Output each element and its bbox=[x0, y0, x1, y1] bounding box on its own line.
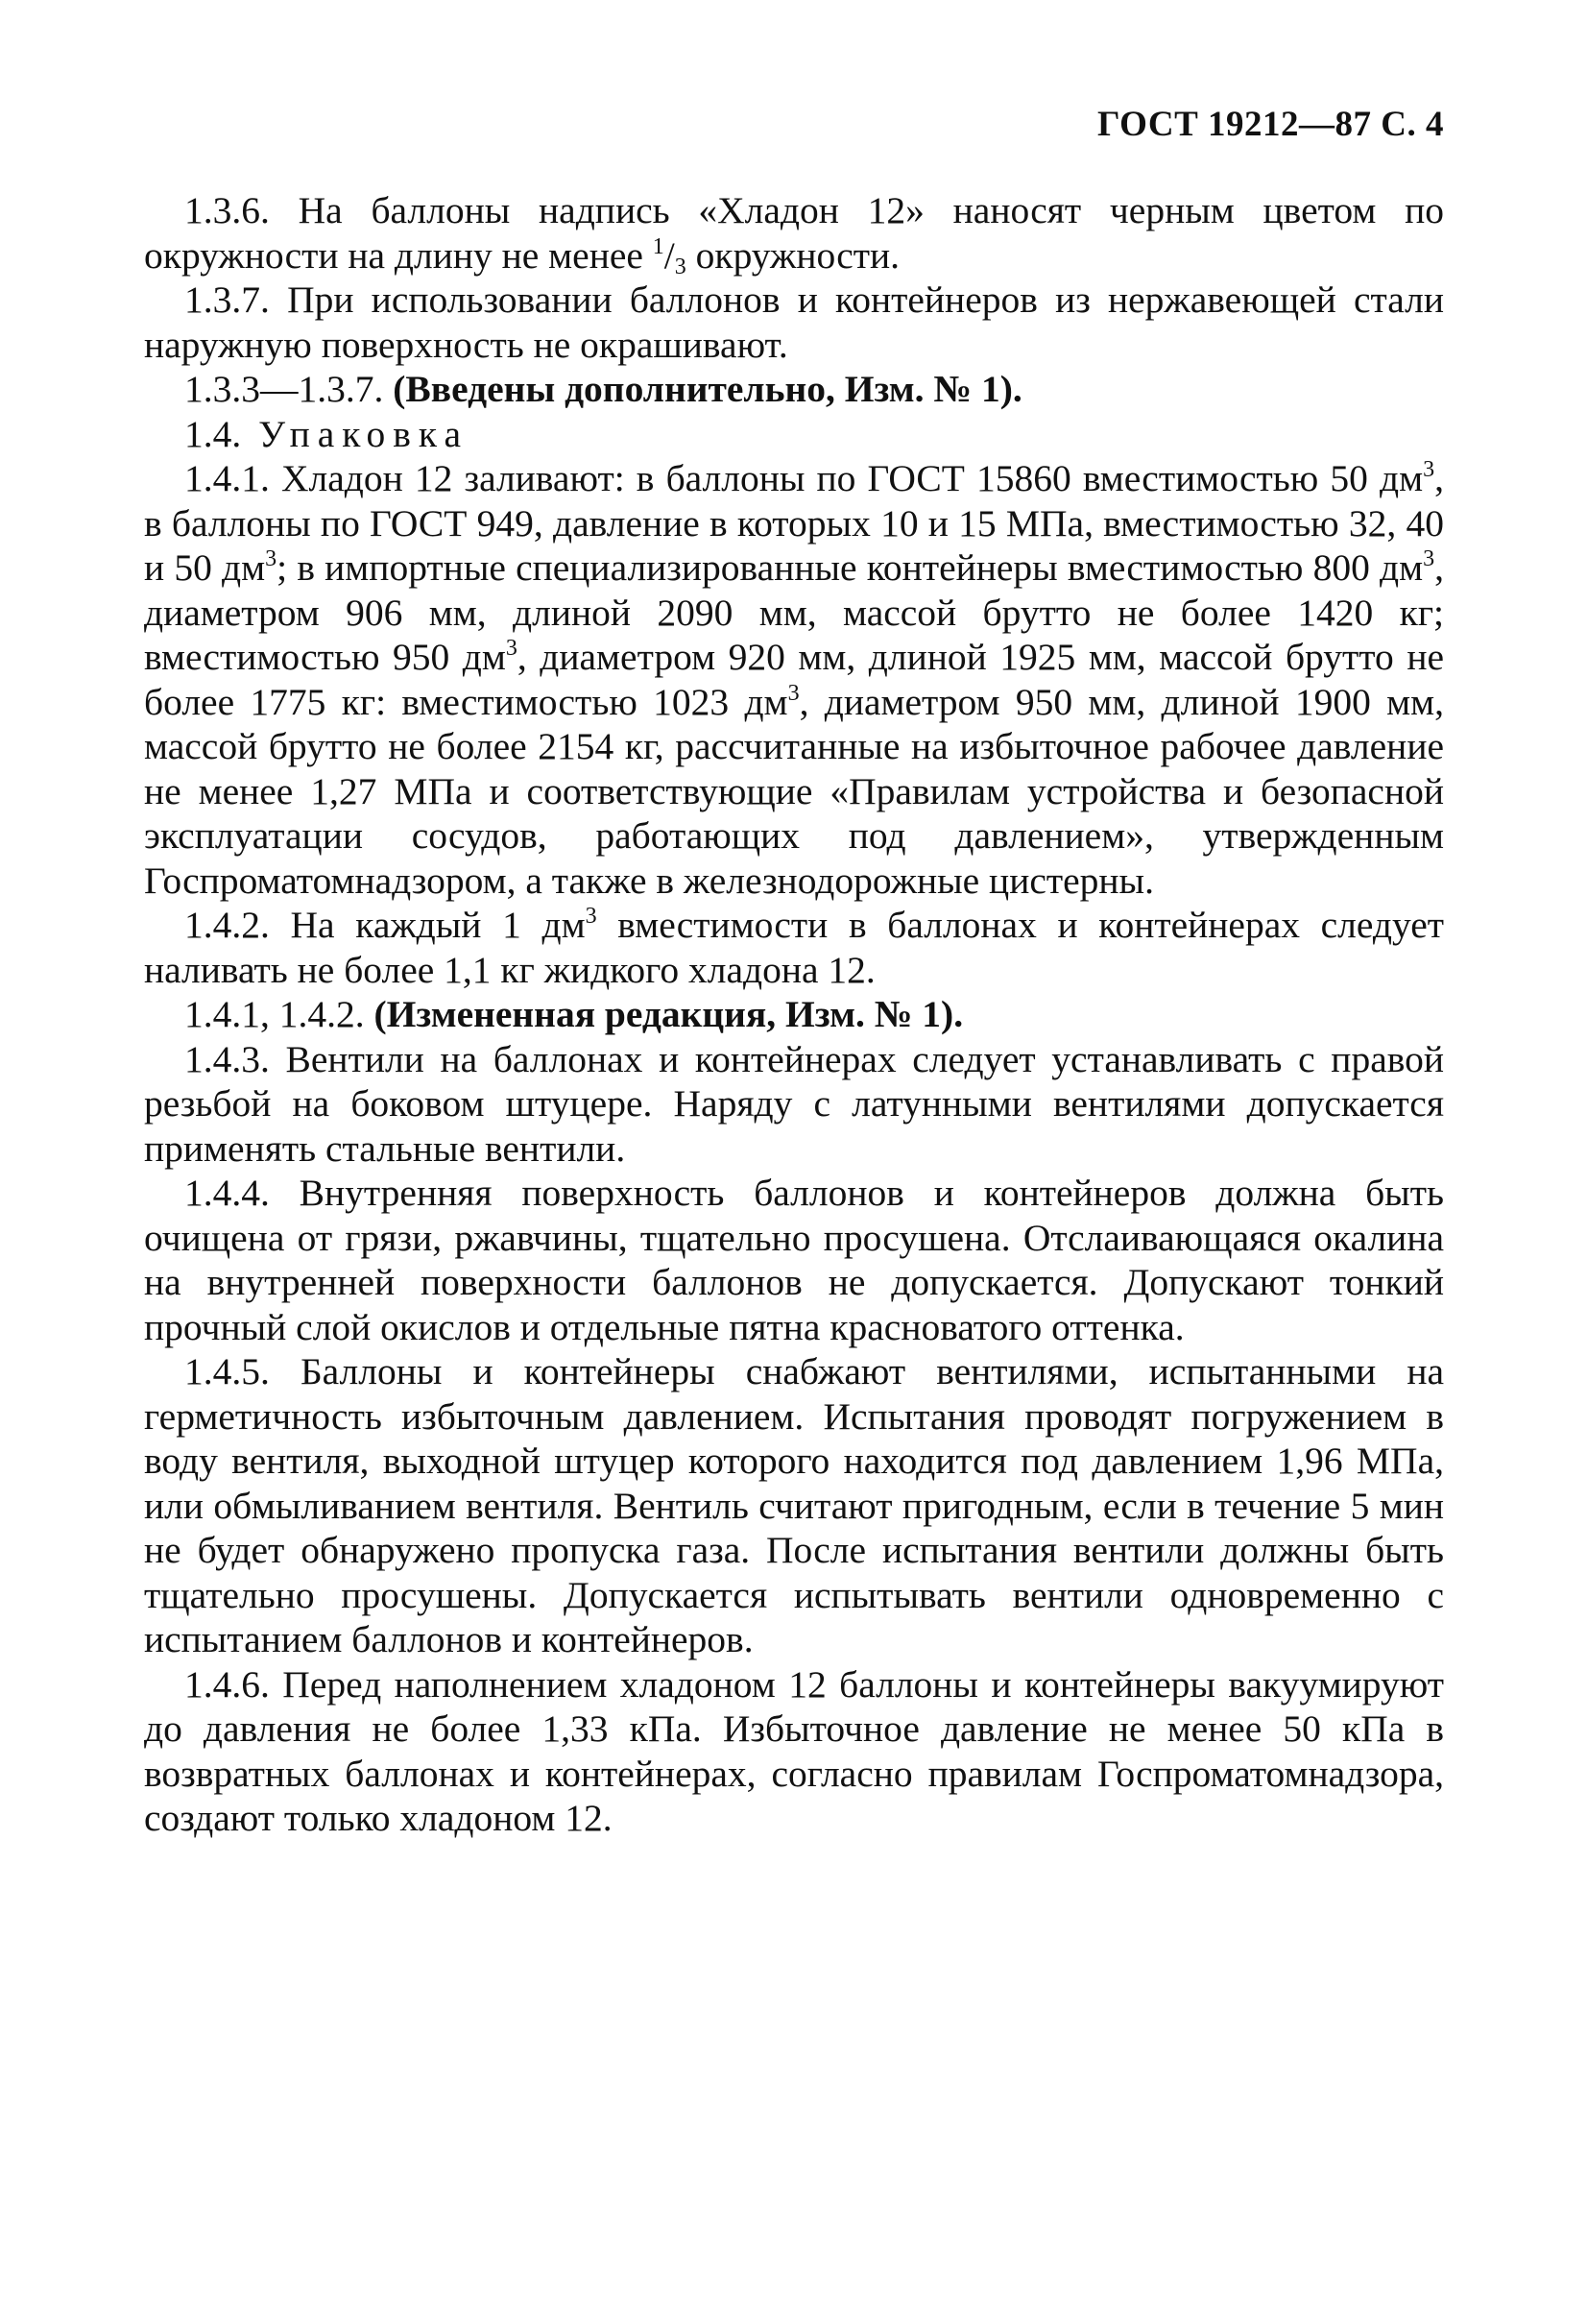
document-body bbox=[144, 188, 1444, 1841]
paragraph-1-3-6 bbox=[144, 188, 1444, 278]
page-header: ГОСТ 19212—87 С. 4 bbox=[1097, 105, 1444, 144]
paragraph-1-4-6 bbox=[144, 1662, 1444, 1841]
clause-number: 1.4.5. bbox=[184, 1350, 270, 1392]
paragraph-1-4-2 bbox=[144, 903, 1444, 992]
amendment-note-2 bbox=[144, 992, 1444, 1037]
clause-text-part: , в баллоны по ГОСТ 949, давление в которых 10 и 15 МПа, вместимостью 32, 40 и 50 дм bbox=[144, 457, 1444, 589]
clause-text: На баллоны надпись «Хладон 12» наносят черным цветом по окружности на длину не менее bbox=[144, 189, 1444, 277]
clause-text: Баллоны и контейнеры снабжают вентилями, испытанными на герметичность избыточным давлением. Испытания проводят погружением в воду вентиля, выходной штуцер которого находится под давлением 1,96 МПа, или обмыливанием вентиля. Вентиль считают пригодным, если в течение 5 мин не будет обнаружено пропуска газа. После испытания вентили должны быть тщательно просушены. Допускается испытывать вентили одновременно с испытанием баллонов и контейнеров. bbox=[144, 1350, 1444, 1660]
clause-number: 1.3.7. bbox=[184, 278, 270, 321]
amendment-text: (Введены дополнительно, Изм. № 1). bbox=[383, 368, 1022, 410]
clause-text-part: вместимости в баллонах и контейнерах следует наливать не более 1,1 кг жидкого хладона 12. bbox=[144, 904, 1445, 991]
superscript-3: 3 bbox=[585, 904, 597, 929]
clause-text-part: Хладон 12 заливают: в баллоны по ГОСТ 15860 вместимостью 50 дм bbox=[269, 457, 1424, 499]
clause-text: Вентили на баллонах и контейнерах следует устанавливать с правой резьбой на боковом штуцере. Наряду с латунными вентилями допускается применять стальные вентили. bbox=[144, 1037, 1444, 1170]
clause-number: 1.4.2. bbox=[184, 904, 270, 946]
fraction-denominator: 3 bbox=[674, 254, 686, 279]
clause-text-part: , диаметром 906 мм, длиной 2090 мм, массой брутто не более 1420 кг; вместимостью 950 дм bbox=[144, 546, 1445, 678]
paragraph-1-3-7 bbox=[144, 278, 1444, 367]
fraction-slash: / bbox=[663, 233, 675, 277]
clause-text-end: окружности. bbox=[685, 233, 901, 277]
section-number: 1.4. bbox=[184, 412, 242, 455]
clause-text-part: , диаметром 920 мм, длиной 1925 мм, массой брутто не более 1775 кг: вместимостью 1023 дм bbox=[144, 636, 1444, 723]
clause-number: 1.3.6. bbox=[184, 189, 270, 231]
paragraph-1-4-3 bbox=[144, 1037, 1444, 1172]
superscript-3: 3 bbox=[1423, 457, 1435, 482]
amendment-text: (Измененная редакция, Изм. № 1). bbox=[364, 993, 964, 1035]
paragraph-1-4-4 bbox=[144, 1171, 1444, 1349]
amendment-note-1 bbox=[144, 367, 1444, 412]
clause-number: 1.4.3. bbox=[184, 1037, 270, 1080]
superscript-3: 3 bbox=[1423, 546, 1435, 571]
clause-text: Внутренняя поверхность баллонов и контейнеров должна быть очищена от грязи, ржавчины, тщательно просушена. Отслаивающаяся окалина на внутренней поверхности баллонов не допускается. Допускают тонкий прочный слой окислов и отдельные пятна красноватого оттенка. bbox=[144, 1172, 1444, 1348]
fraction-numerator: 1 bbox=[652, 233, 664, 259]
clause-number: 1.4.4. bbox=[184, 1172, 270, 1214]
clause-text: Перед наполнением хладоном 12 баллоны и контейнеры вакуумируют до давления не более 1,33 кПа. Избыточное давление не менее 50 кПа в возвратных баллонах и контейнерах, согласно правилам Госпроматомнадзора, создают только хладоном 12. bbox=[144, 1662, 1444, 1839]
superscript-3: 3 bbox=[265, 546, 277, 571]
section-title: Упаковка bbox=[241, 412, 469, 455]
clause-number: 1.4.6. bbox=[184, 1662, 270, 1706]
paragraph-1-4-1 bbox=[144, 456, 1444, 903]
clause-number: 1.4.1, 1.4.2. bbox=[184, 993, 365, 1035]
clause-number: 1.3.3—1.3.7. bbox=[184, 368, 384, 410]
superscript-3: 3 bbox=[505, 636, 517, 661]
clause-text-part: , диаметром 950 мм, длиной 1900 мм, массой брутто не более 2154 кг, рассчитанные на избыточное рабочее давление не менее 1,27 МПа и соответствующие «Правилам устройства и безопасной эксплуатации сосудов, работающих под давлением», утвержденным Госпроматомнадзором, а также в железнодорожные цистерны. bbox=[144, 680, 1445, 902]
superscript-3: 3 bbox=[787, 680, 800, 706]
clause-text-part: На каждый 1 дм bbox=[269, 904, 586, 946]
clause-number: 1.4.1. bbox=[184, 457, 270, 499]
clause-text: При использовании баллонов и контейнеров из нержавеющей стали наружную поверхность не окрашивают. bbox=[144, 278, 1444, 366]
clause-text-part: ; в импортные специализированные контейнеры вместимостью 800 дм bbox=[277, 546, 1424, 589]
paragraph-1-4-5 bbox=[144, 1349, 1444, 1662]
section-heading-1-4 bbox=[144, 412, 1444, 457]
